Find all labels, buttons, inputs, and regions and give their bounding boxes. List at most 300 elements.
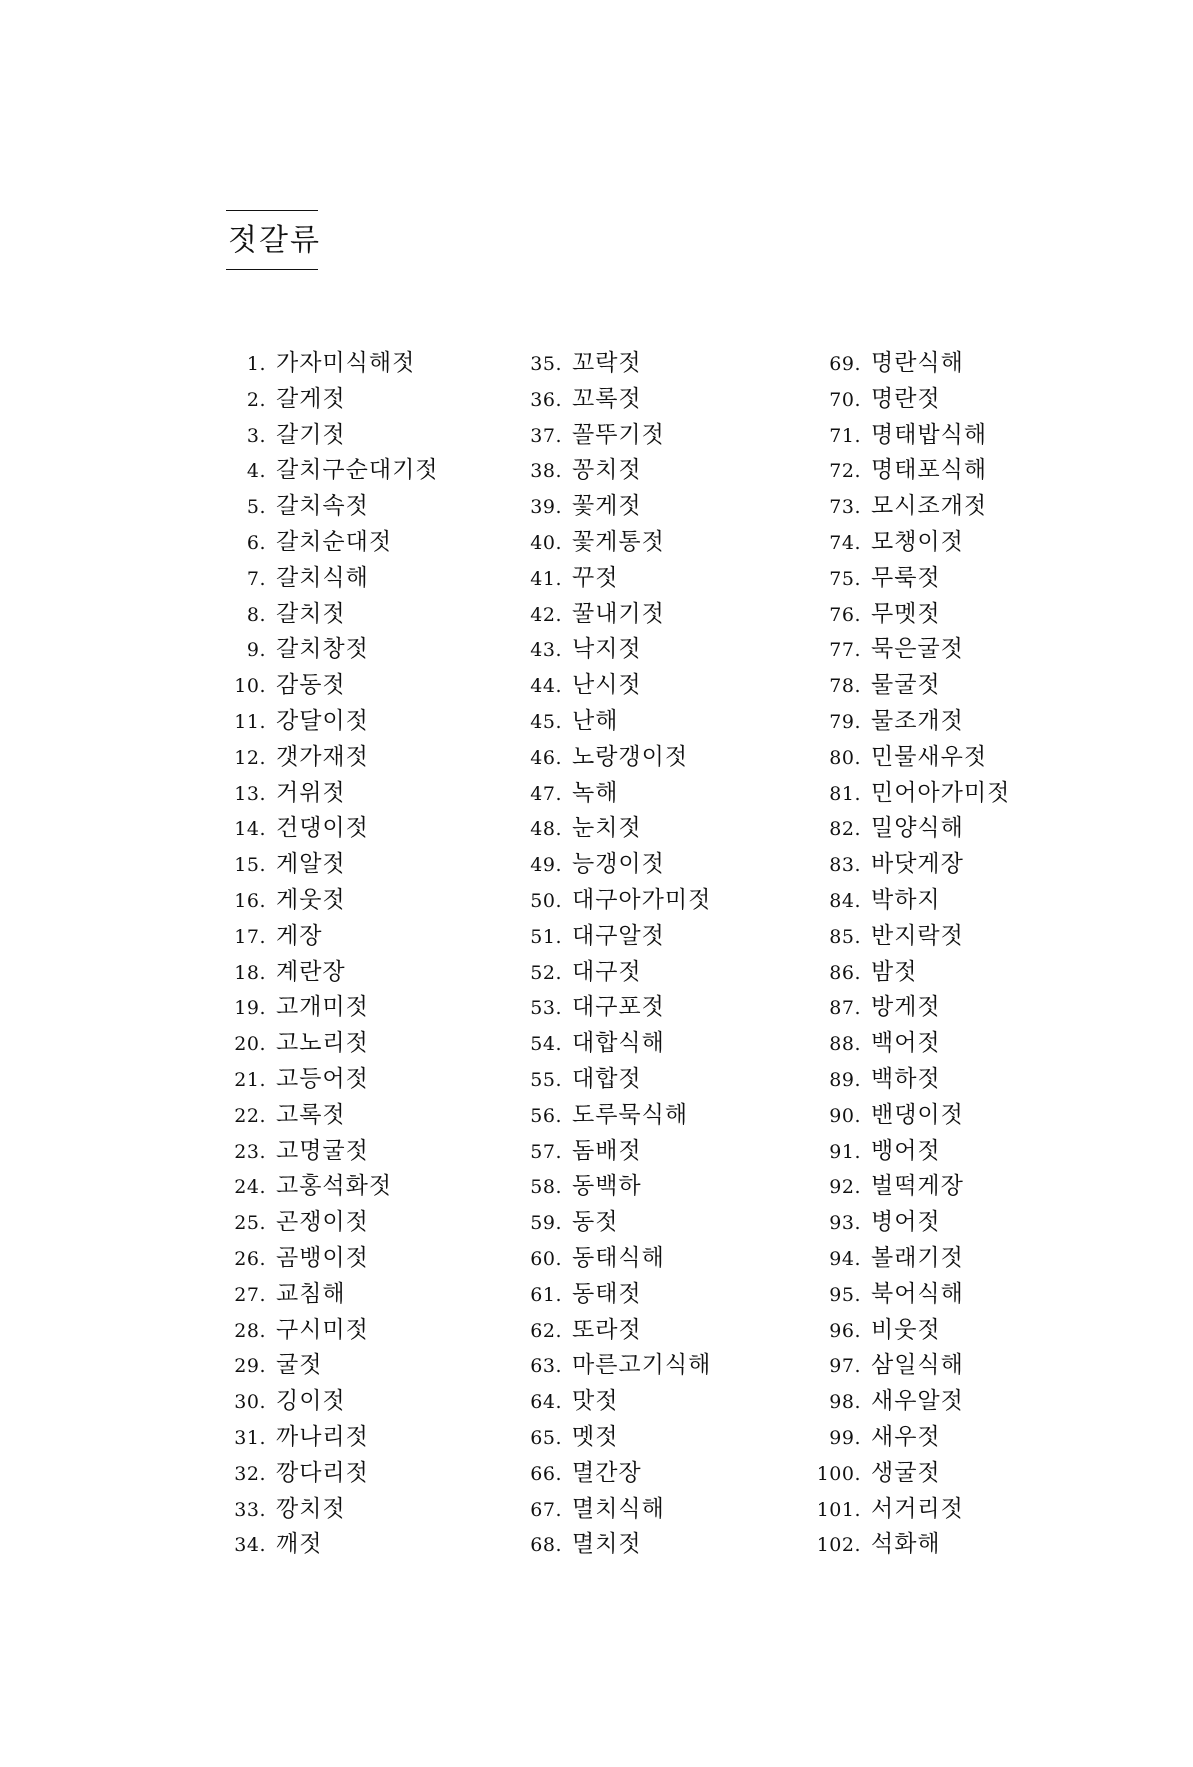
item-name: 깡다리젓 [276, 1459, 369, 1486]
item-name: 까나리젓 [276, 1423, 369, 1450]
item-name: 동태식해 [572, 1244, 665, 1271]
item-number: 51. [530, 925, 562, 948]
list-item [226, 559, 506, 595]
list-item [522, 1167, 802, 1203]
item-number: 46. [530, 746, 562, 769]
list-item [522, 1525, 802, 1561]
item-name: 건댕이젓 [276, 815, 369, 842]
item-number: 78. [829, 675, 861, 698]
item-name: 낙지젓 [572, 636, 642, 663]
list-item [226, 809, 506, 845]
list-item [813, 774, 1113, 810]
item-name: 병어젓 [871, 1209, 941, 1236]
list-item [813, 630, 1113, 666]
item-name: 굴젓 [276, 1352, 323, 1379]
list-item [522, 1096, 802, 1132]
item-name: 멧젓 [572, 1423, 619, 1450]
list-item [226, 1167, 506, 1203]
item-name: 깨젓 [276, 1531, 323, 1558]
item-name: 대구젓 [572, 958, 642, 985]
item-name: 꽃게통젓 [572, 528, 665, 555]
list-item [813, 1346, 1113, 1382]
list-item [522, 630, 802, 666]
list-item [813, 1525, 1113, 1561]
list-item [226, 1024, 506, 1060]
list-item [522, 523, 802, 559]
item-name: 묵은굴젓 [871, 636, 964, 663]
item-name: 갈치순대젓 [276, 528, 393, 555]
section-heading [226, 210, 321, 270]
list-item [226, 1525, 506, 1561]
item-number: 26. [234, 1247, 266, 1270]
item-name: 갈기젓 [276, 421, 346, 448]
item-number: 69. [829, 353, 861, 375]
item-number: 22. [234, 1104, 266, 1127]
list-item [813, 809, 1113, 845]
item-number: 43. [530, 639, 562, 662]
item-number: 13. [234, 782, 266, 805]
list-item [813, 988, 1113, 1024]
list-item [522, 344, 802, 380]
item-number: 89. [829, 1068, 861, 1091]
list-item [226, 1132, 506, 1168]
list-item [226, 1490, 506, 1526]
item-name: 고노리젓 [276, 1030, 369, 1057]
list-item [522, 809, 802, 845]
item-name: 난해 [572, 707, 619, 734]
item-number: 5. [246, 496, 266, 519]
list-item [522, 1382, 802, 1418]
item-number: 59. [530, 1212, 562, 1235]
list-item [522, 487, 802, 523]
list-item [226, 1060, 506, 1096]
item-name: 삼일식해 [871, 1352, 964, 1379]
item-number: 50. [530, 889, 562, 912]
item-number: 54. [530, 1033, 562, 1056]
item-number: 36. [530, 388, 562, 411]
item-name: 동백하 [572, 1173, 642, 1200]
item-name: 고등어젓 [276, 1065, 369, 1092]
list-item [522, 1132, 802, 1168]
item-number: 34. [234, 1534, 266, 1557]
item-number: 67. [530, 1498, 562, 1521]
item-number: 72. [829, 460, 861, 483]
item-number: 74. [829, 531, 861, 554]
item-number: 76. [829, 603, 861, 626]
item-number: 92. [829, 1176, 861, 1199]
item-number: 10. [234, 675, 266, 698]
item-name: 명란젓 [871, 385, 941, 412]
item-name: 곰뱅이젓 [276, 1244, 369, 1271]
item-name: 바닷게장 [871, 851, 964, 878]
list-item [226, 1382, 506, 1418]
item-name: 꿀내기젓 [572, 600, 665, 627]
list-item [226, 416, 506, 452]
list-item [813, 1060, 1113, 1096]
item-number: 30. [234, 1391, 266, 1414]
item-number: 1. [246, 353, 266, 375]
item-number: 4. [246, 460, 266, 483]
list-item [522, 1203, 802, 1239]
item-name: 백하젓 [871, 1065, 941, 1092]
item-name: 갈게젓 [276, 385, 346, 412]
item-number: 2. [246, 388, 266, 411]
item-number: 84. [829, 889, 861, 912]
item-name: 갯가재젓 [276, 743, 369, 770]
item-number: 102. [816, 1534, 861, 1557]
item-name: 대합식해 [572, 1030, 665, 1057]
item-number: 95. [829, 1283, 861, 1306]
list-item [522, 881, 802, 917]
item-number: 97. [829, 1355, 861, 1378]
item-name: 멸치식해 [572, 1495, 665, 1522]
list-item [813, 344, 1113, 380]
item-name: 멸간장 [572, 1459, 642, 1486]
item-name: 무룩젓 [871, 564, 941, 591]
list-item [522, 774, 802, 810]
item-number: 12. [234, 746, 266, 769]
item-number: 6. [246, 531, 266, 554]
item-number: 24. [234, 1176, 266, 1199]
list-item [522, 1418, 802, 1454]
heading-bottom-rule [226, 269, 318, 270]
list-item [813, 1203, 1113, 1239]
list-item [522, 1311, 802, 1347]
item-name: 깅이젓 [276, 1388, 346, 1415]
item-number: 90. [829, 1104, 861, 1127]
list-item [813, 1167, 1113, 1203]
item-number: 94. [829, 1247, 861, 1270]
list-item [813, 416, 1113, 452]
item-name: 반지락젓 [871, 922, 964, 949]
list-item [226, 1275, 506, 1311]
item-number: 38. [530, 460, 562, 483]
item-number: 16. [234, 889, 266, 912]
item-name: 구시미젓 [276, 1316, 369, 1343]
list-item [226, 523, 506, 559]
list-item [813, 845, 1113, 881]
item-number: 88. [829, 1033, 861, 1056]
item-number: 45. [530, 710, 562, 733]
list-item [226, 595, 506, 631]
item-name: 민어아가미젓 [871, 779, 1011, 806]
item-name: 계란장 [276, 958, 346, 985]
item-number: 57. [530, 1140, 562, 1163]
item-number: 9. [246, 639, 266, 662]
item-number: 53. [530, 997, 562, 1020]
item-name: 북어식해 [871, 1280, 964, 1307]
list-item [813, 380, 1113, 416]
item-number: 20. [234, 1033, 266, 1056]
item-number: 70. [829, 388, 861, 411]
item-name: 노랑갱이젓 [572, 743, 689, 770]
item-name: 벌떡게장 [871, 1173, 964, 1200]
list-item [813, 1024, 1113, 1060]
item-name: 물굴젓 [871, 672, 941, 699]
item-name: 돔배젓 [572, 1137, 642, 1164]
item-number: 75. [829, 567, 861, 590]
item-name: 동젓 [572, 1209, 619, 1236]
list-item [522, 559, 802, 595]
item-number: 61. [530, 1283, 562, 1306]
item-number: 23. [234, 1140, 266, 1163]
item-name: 능갱이젓 [572, 851, 665, 878]
item-number: 82. [829, 818, 861, 841]
item-number: 85. [829, 925, 861, 948]
item-name: 도루묵식해 [572, 1101, 689, 1128]
list-item [813, 666, 1113, 702]
item-number: 8. [246, 603, 266, 626]
list-item [813, 1096, 1113, 1132]
list-item [226, 774, 506, 810]
item-name: 게웃젓 [276, 886, 346, 913]
list-item [522, 1346, 802, 1382]
list-item [226, 1239, 506, 1275]
item-number: 17. [234, 925, 266, 948]
item-name: 난시젓 [572, 672, 642, 699]
list-item [226, 1203, 506, 1239]
item-name: 갈치구순대기젓 [276, 457, 439, 484]
item-name: 갈치식해 [276, 564, 369, 591]
list-item [226, 917, 506, 953]
item-name: 눈치젓 [572, 815, 642, 842]
item-name: 모챙이젓 [871, 528, 964, 555]
list-item [226, 702, 506, 738]
list-item [522, 451, 802, 487]
item-number: 39. [530, 496, 562, 519]
item-number: 58. [530, 1176, 562, 1199]
item-name: 뱅어젓 [871, 1137, 941, 1164]
item-number: 32. [234, 1462, 266, 1485]
list-item [226, 1311, 506, 1347]
list-item [522, 380, 802, 416]
item-number: 3. [246, 424, 266, 447]
item-number: 28. [234, 1319, 266, 1342]
list-item [226, 451, 506, 487]
list-item [226, 630, 506, 666]
item-number: 99. [829, 1426, 861, 1449]
item-number: 18. [234, 961, 266, 984]
item-number: 80. [829, 746, 861, 769]
list-item [226, 344, 506, 380]
item-number: 56. [530, 1104, 562, 1127]
item-name: 고명굴젓 [276, 1137, 369, 1164]
item-number: 100. [816, 1462, 861, 1485]
item-name: 곤쟁이젓 [276, 1209, 369, 1236]
list-item [813, 881, 1113, 917]
list-item [813, 1239, 1113, 1275]
list-item [522, 1454, 802, 1490]
item-name: 맛젓 [572, 1388, 619, 1415]
list-item [813, 917, 1113, 953]
list-item [522, 1060, 802, 1096]
item-number: 83. [829, 854, 861, 877]
list-item [522, 666, 802, 702]
item-name: 강달이젓 [276, 707, 369, 734]
item-number: 66. [530, 1462, 562, 1485]
list-item [226, 1096, 506, 1132]
item-name: 녹해 [572, 779, 619, 806]
item-number: 33. [234, 1498, 266, 1521]
item-number: 81. [829, 782, 861, 805]
item-name: 갈치속젓 [276, 493, 369, 520]
item-number: 14. [234, 818, 266, 841]
item-name: 대구포젓 [572, 994, 665, 1021]
item-number: 55. [530, 1068, 562, 1091]
item-number: 93. [829, 1212, 861, 1235]
item-name: 갈치젓 [276, 600, 346, 627]
item-name: 명태포식해 [871, 457, 988, 484]
item-number: 64. [530, 1391, 562, 1414]
item-name: 대구아가미젓 [572, 886, 712, 913]
item-number: 40. [530, 531, 562, 554]
item-name: 생굴젓 [871, 1459, 941, 1486]
list-item [522, 1275, 802, 1311]
item-number: 73. [829, 496, 861, 519]
list-item [813, 953, 1113, 989]
item-name: 거위젓 [276, 779, 346, 806]
item-number: 48. [530, 818, 562, 841]
list-item [813, 559, 1113, 595]
item-name: 게알젓 [276, 851, 346, 878]
list-item [813, 1311, 1113, 1347]
item-name: 꼬록젓 [572, 385, 642, 412]
list-item [813, 738, 1113, 774]
item-number: 62. [530, 1319, 562, 1342]
item-name: 꾸젓 [572, 564, 619, 591]
item-name: 모시조개젓 [871, 493, 988, 520]
list-item [226, 953, 506, 989]
list-item [813, 451, 1113, 487]
item-number: 86. [829, 961, 861, 984]
item-number: 7. [246, 567, 266, 590]
list-item [522, 845, 802, 881]
list-item [226, 1346, 506, 1382]
item-name: 대구알젓 [572, 922, 665, 949]
item-name: 볼래기젓 [871, 1244, 964, 1271]
list-item [226, 487, 506, 523]
item-name: 가자미식해젓 [276, 350, 416, 376]
list-item [813, 487, 1113, 523]
item-number: 101. [816, 1498, 861, 1521]
item-name: 고개미젓 [276, 994, 369, 1021]
list-item [522, 702, 802, 738]
list-item [522, 1239, 802, 1275]
item-name: 방게젓 [871, 994, 941, 1021]
list-item [522, 1024, 802, 1060]
item-name: 마른고기식해 [572, 1352, 712, 1379]
item-number: 60. [530, 1247, 562, 1270]
item-name: 고홍석화젓 [276, 1173, 393, 1200]
item-number: 79. [829, 710, 861, 733]
item-number: 65. [530, 1426, 562, 1449]
list-item [522, 416, 802, 452]
list-item [226, 1454, 506, 1490]
list-item [226, 380, 506, 416]
list-item [226, 881, 506, 917]
item-name: 민물새우젓 [871, 743, 988, 770]
list-item [522, 595, 802, 631]
list-item [522, 738, 802, 774]
item-name: 깡치젓 [276, 1495, 346, 1522]
item-number: 77. [829, 639, 861, 662]
item-number: 37. [530, 424, 562, 447]
item-number: 49. [530, 854, 562, 877]
item-number: 21. [234, 1068, 266, 1091]
list-item [813, 523, 1113, 559]
item-name: 서거리젓 [871, 1495, 964, 1522]
list-item [813, 702, 1113, 738]
item-name: 꽃게젓 [572, 493, 642, 520]
list-item [813, 1418, 1113, 1454]
item-name: 물조개젓 [871, 707, 964, 734]
item-number: 29. [234, 1355, 266, 1378]
item-number: 41. [530, 567, 562, 590]
item-number: 68. [530, 1534, 562, 1557]
item-name: 석화해 [871, 1531, 941, 1558]
item-name: 고록젓 [276, 1101, 346, 1128]
list-item [226, 1418, 506, 1454]
list-item [522, 953, 802, 989]
list-item [813, 1275, 1113, 1311]
item-name: 꼬락젓 [572, 350, 642, 376]
item-name: 명태밥식해 [871, 421, 988, 448]
item-name: 새우젓 [871, 1423, 941, 1450]
item-name: 백어젓 [871, 1030, 941, 1057]
item-number: 91. [829, 1140, 861, 1163]
item-number: 52. [530, 961, 562, 984]
item-name: 또라젓 [572, 1316, 642, 1343]
item-name: 꼴뚜기젓 [572, 421, 665, 448]
list-item [813, 1382, 1113, 1418]
item-number: 15. [234, 854, 266, 877]
list-item [522, 988, 802, 1024]
item-number: 44. [530, 675, 562, 698]
item-name: 게장 [276, 922, 323, 949]
item-name: 꽁치젓 [572, 457, 642, 484]
list-item [813, 1132, 1113, 1168]
item-number: 98. [829, 1391, 861, 1414]
item-name: 교침해 [276, 1280, 346, 1307]
list-item [226, 738, 506, 774]
item-name: 비웃젓 [871, 1316, 941, 1343]
item-number: 19. [234, 997, 266, 1020]
item-number: 71. [829, 424, 861, 447]
list-item [226, 666, 506, 702]
item-number: 63. [530, 1355, 562, 1378]
item-number: 11. [234, 710, 266, 733]
item-number: 25. [234, 1212, 266, 1235]
item-name: 멸치젓 [572, 1531, 642, 1558]
list-item [522, 917, 802, 953]
list-item [226, 845, 506, 881]
item-name: 무멧젓 [871, 600, 941, 627]
item-number: 31. [234, 1426, 266, 1449]
list-item [813, 1454, 1113, 1490]
section-title: 젓갈류 [228, 223, 321, 258]
item-name: 밤젓 [871, 958, 918, 985]
item-name: 갈치창젓 [276, 636, 369, 663]
item-number: 47. [530, 782, 562, 805]
item-number: 96. [829, 1319, 861, 1342]
item-name: 새우알젓 [871, 1388, 964, 1415]
list-column-1 [226, 344, 506, 1561]
item-number: 42. [530, 603, 562, 626]
list-item [226, 988, 506, 1024]
list-item [813, 595, 1113, 631]
item-name: 밴댕이젓 [871, 1101, 964, 1128]
item-name: 밀양식해 [871, 815, 964, 842]
